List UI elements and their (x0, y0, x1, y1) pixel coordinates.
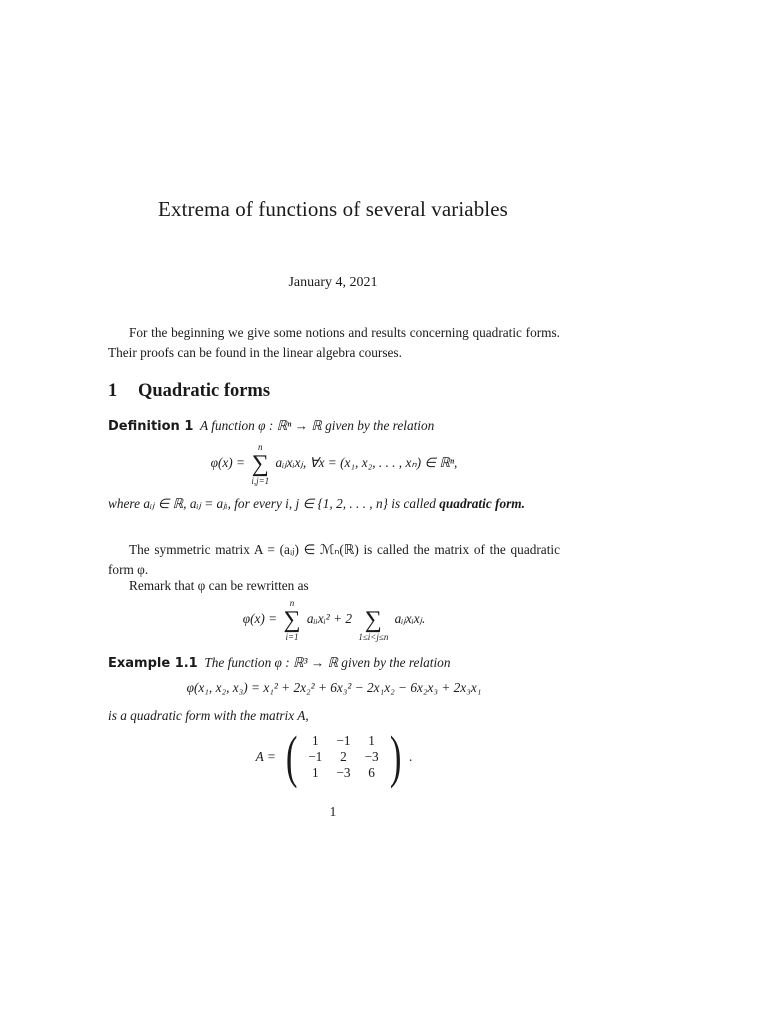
definition-eq-rhs: aᵢⱼxᵢxⱼ, ∀x = (x₁, x₂, . . . , xₙ) ∈ ℝⁿ, (275, 455, 458, 471)
matrix-row (301, 733, 385, 749)
matrix-cell: 1 (311, 765, 319, 780)
rewrite-lhs: φ(x) = (242, 611, 278, 627)
left-paren: ( (285, 724, 298, 789)
matrix-cell: 6 (368, 765, 375, 780)
section-heading (108, 381, 270, 402)
example-lead-text: The function φ : ℝ³ → ℝ given by the relation (204, 655, 451, 670)
matrix-cell: −1 (336, 733, 351, 748)
sigma-symbol: ∑ (283, 607, 301, 633)
definition-lead-text: A function φ : ℝⁿ → ℝ given by the relation (200, 418, 435, 433)
example-equation (108, 680, 560, 696)
example-eq-text: φ(x₁, x₂, x₃) = x₁² + 2x₂² + 6x₃² − 2x₁x₂ − 6x₂x₃ + 2x₃x₁ (186, 680, 482, 695)
definition-tail-text: where aᵢⱼ ∈ ℝ, aᵢⱼ = aⱼᵢ, for every i, j ∈ {1, 2, . . . , n} is called (108, 496, 436, 511)
matrix-cell: 1 (311, 733, 319, 748)
matrix-cell: 2 (340, 749, 347, 764)
definition-sum-upper: n (258, 442, 263, 452)
example-label: Example 1.1 (108, 656, 198, 671)
remark-paragraph: Remark that φ can be rewritten as (129, 578, 309, 593)
paper-date: January 4, 2021 (288, 275, 378, 290)
definition-lead (108, 416, 560, 437)
rewrite-sum-2 (358, 598, 388, 642)
section-title: Quadratic forms (138, 381, 271, 401)
example-tail (108, 706, 560, 726)
definition-sum-lower: i,j=1 (251, 476, 270, 486)
matrix-equation (108, 724, 560, 789)
matrix-cell: −1 (308, 749, 323, 764)
intro-paragraph: For the beginning we give some notions and results concerning quadratic forms. Their proofs can be found in the linear algebra courses. (108, 325, 560, 360)
paper-title: Extrema of functions of several variables (158, 197, 508, 221)
page-number: 1 (329, 804, 337, 819)
definition-term: quadratic form. (439, 496, 525, 511)
matrix-end: . (408, 749, 413, 764)
sigma-symbol: ∑ (364, 607, 382, 633)
section-number: 1 (108, 381, 118, 401)
sigma-symbol: ∑ (251, 451, 269, 477)
rewrite-sum1-upper: n (289, 598, 295, 608)
matrix-row (301, 765, 385, 781)
rewrite-equation (108, 598, 560, 642)
definition-sum (251, 442, 269, 486)
matrix-paragraph: The symmetric matrix A = (aᵢⱼ) ∈ ℳₙ(ℝ) is called the matrix of the quadratic form φ. (108, 542, 560, 577)
matrix-block (255, 724, 413, 789)
definition-label: Definition 1 (108, 419, 194, 434)
rewrite-sum-1 (283, 598, 300, 642)
matrix-cell: −3 (336, 765, 351, 780)
definition-equation (108, 442, 560, 486)
right-paren: ) (389, 724, 402, 789)
definition-tail (108, 494, 560, 514)
matrix-row (301, 749, 385, 765)
rewrite-rhs: aᵢⱼxᵢxⱼ. (394, 611, 426, 627)
matrix-table (301, 733, 385, 781)
rewrite-sum1-lower: i=1 (285, 632, 299, 642)
matrix-lhs: A = (255, 749, 276, 764)
rewrite-mid: aᵢᵢxᵢ² + 2 (306, 611, 353, 627)
rewrite-sum2-lower: 1≤i<j≤n (358, 632, 389, 642)
matrix-cell: 1 (368, 733, 375, 748)
matrix-cell: −3 (364, 749, 379, 764)
example-tail-text: is a quadratic form with the matrix A, (108, 708, 309, 723)
definition-eq-lhs: φ(x) = (210, 455, 246, 471)
example-lead (108, 653, 560, 674)
